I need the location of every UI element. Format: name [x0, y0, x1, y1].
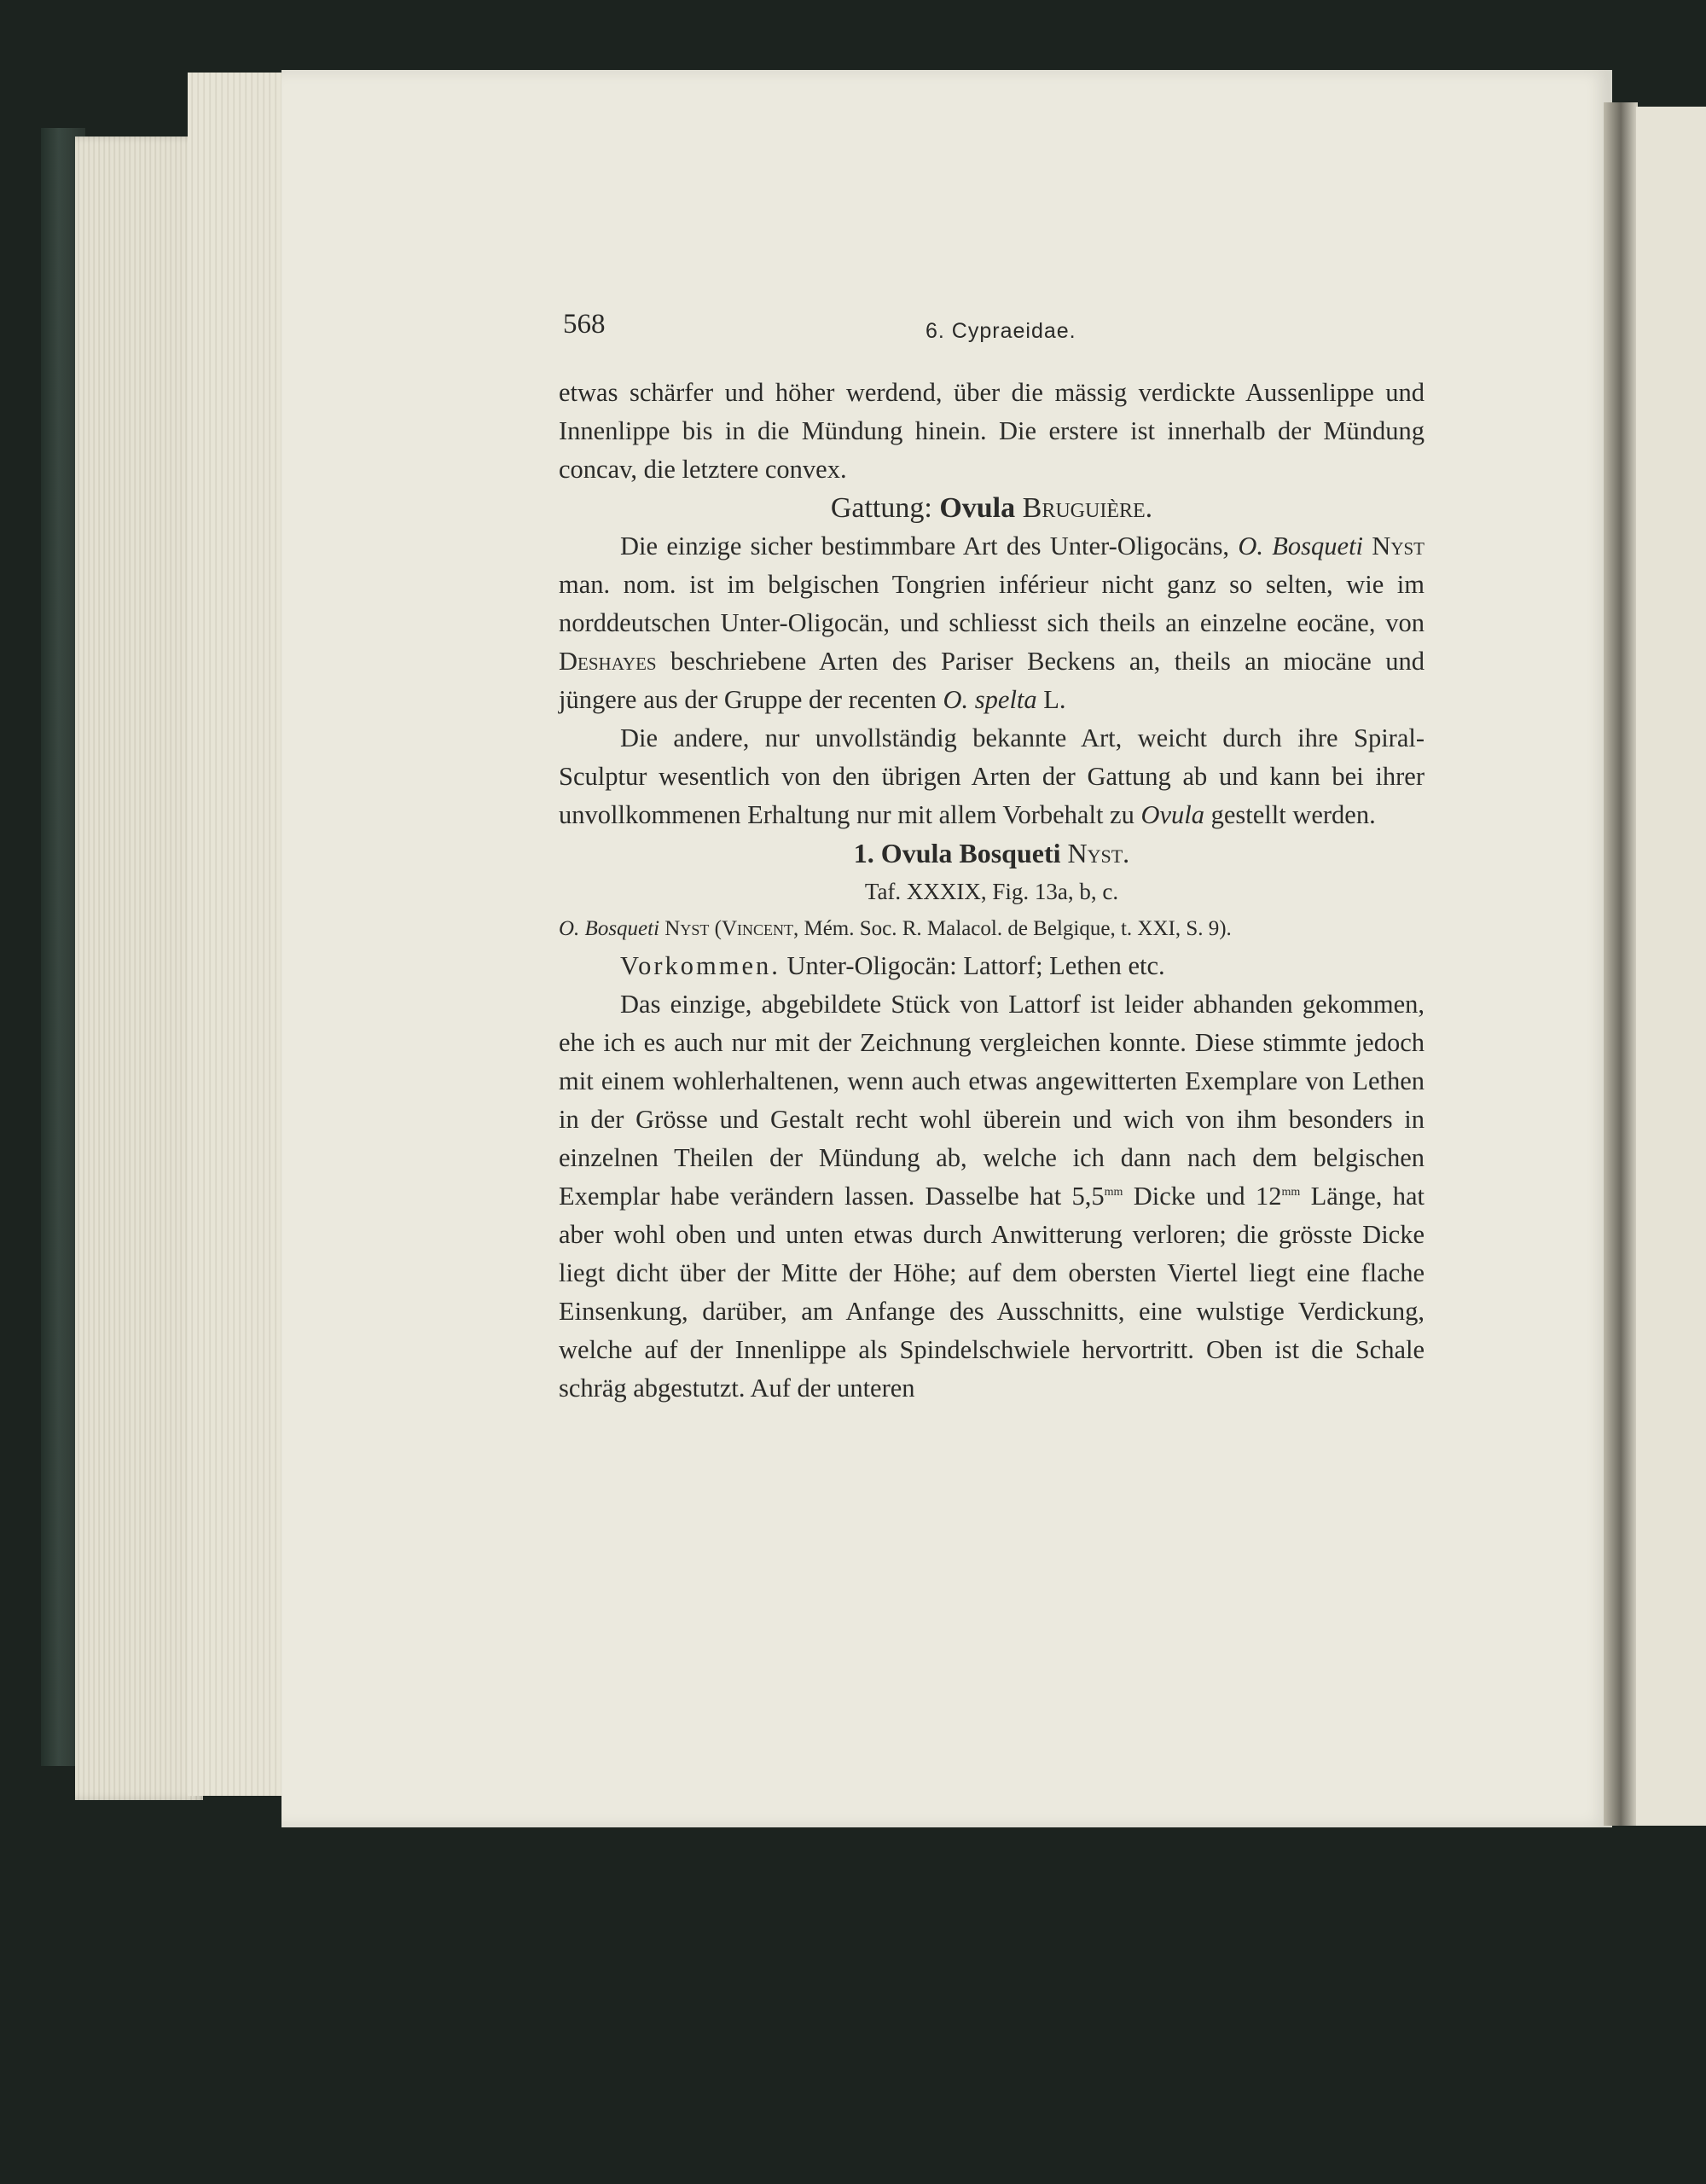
unit-mm-2: mm	[1281, 1185, 1301, 1199]
synonymy-open: (	[709, 917, 722, 940]
page-stack-edge	[75, 136, 203, 1800]
description-text-c: Länge, hat aber wohl oben und unten etwas durch Anwitterung verloren; die grösste Dicke liegt dicht über der Mitte der Höhe; auf dem obersten Viertel liegt eine flache Einsenkung, darüber, am Anfange des Ausschnitts, eine wulstige Verdickung, welche auf der Innenlippe als Spindelschwiele hervortritt. Oben ist die Schale schräg abgestutzt. Auf der unteren	[559, 1182, 1425, 1403]
unit-mm-1: mm	[1104, 1185, 1123, 1199]
genus-name: Ovula	[939, 492, 1016, 524]
occurrence-label: Vorkommen.	[620, 951, 780, 980]
synonymy-reference: , Mém. Soc. R. Malacol. de Belgique, t. XXI, S. 9).	[792, 917, 1232, 940]
facing-page-edge	[1636, 107, 1706, 1826]
genus-author: Bruguière.	[1022, 492, 1153, 524]
synonymy-line	[559, 911, 1425, 947]
paragraph-1-text-b: man. nom. ist im belgischen Tongrien inférieur nicht ganz so selten, wie im norddeutschen Unter-Oligocän, und schliesst sich theils an einzelne eocäne, von	[559, 570, 1425, 637]
book-gutter	[1604, 102, 1638, 1826]
synonymy-species: O. Bosqueti	[559, 917, 660, 940]
paragraph-1-text-d: L.	[1036, 685, 1066, 714]
species-name: Ovula Bosqueti	[880, 838, 1061, 868]
species-ref-bosqueti: O. Bosqueti	[1238, 531, 1364, 561]
paragraph-1-text-a: Die einzige sicher bestimmbare Art des Unter-Oligocäns,	[620, 531, 1239, 561]
running-head	[563, 309, 1416, 351]
paragraph-2	[559, 719, 1425, 834]
page-stack-upper	[188, 73, 290, 1796]
continuation-paragraph: etwas schärfer und höher werdend, über die mässig verdickte Aussenlippe und Innenlippe bis in die Mündung hinein. Die erstere ist innerhalb der Mündung concav, die letztere convex.	[559, 378, 1425, 484]
author-nyst: Nyst	[1372, 531, 1425, 561]
species-author: Nyst.	[1067, 838, 1130, 868]
text-block	[559, 374, 1425, 1408]
description-text-a: Das einzige, abgebildete Stück von Lattorf ist leider abhanden gekommen, ehe ich es auch nur mit der Zeichnung vergleichen konnte. Diese stimmte jedoch mit einem wohlerhaltenen, wenn auch etwas angewitterten Exemplare von Lethen in der Grösse und Gestalt recht wohl überein und wich von ihm besonders in einzelnen Theilen der Mündung ab, welche ich dann nach dem belgischen Exemplar habe verändern lassen. Dasselbe hat 5,5	[559, 990, 1425, 1211]
author-deshayes: Deshayes	[559, 647, 657, 676]
running-title: 6. Cypraeidae.	[926, 319, 1076, 343]
synonymy-ref-author: Vincent	[721, 917, 793, 940]
species-number: 1.	[853, 838, 874, 868]
paragraph-1-text-c: beschriebene Arten des Pariser Beckens an, theils an miocäne und jüngere aus der Gruppe der recenten	[559, 647, 1425, 714]
paragraph-2-text-b: gestellt werden.	[1204, 800, 1376, 829]
paragraph-1	[559, 527, 1425, 719]
description-paragraph	[559, 985, 1425, 1408]
synonymy-author: Nyst	[664, 917, 710, 940]
genus-heading	[559, 489, 1425, 527]
genus-prefix: Gattung:	[830, 492, 932, 524]
species-heading	[559, 834, 1425, 873]
genus-ref-ovula: Ovula	[1140, 800, 1204, 829]
occurrence-line	[559, 947, 1425, 985]
description-text-b: Dicke und 12	[1123, 1182, 1282, 1211]
species-ref-spelta: O. spelta	[943, 685, 1037, 714]
page-number: 568	[563, 309, 606, 340]
plate-reference: Taf. XXXIX, Fig. 13a, b, c.	[864, 879, 1119, 904]
occurrence-text: Unter-Oligocän: Lattorf; Lethen etc.	[780, 951, 1165, 980]
paragraph-2-text-a: Die andere, nur unvollständig bekannte Art, weicht durch ihre Spiral-Sculptur wesentlich von den übrigen Arten der Gattung ab und kann bei ihrer unvollkommenen Erhaltung nur mit allem Vorbehalt zu	[559, 723, 1425, 829]
